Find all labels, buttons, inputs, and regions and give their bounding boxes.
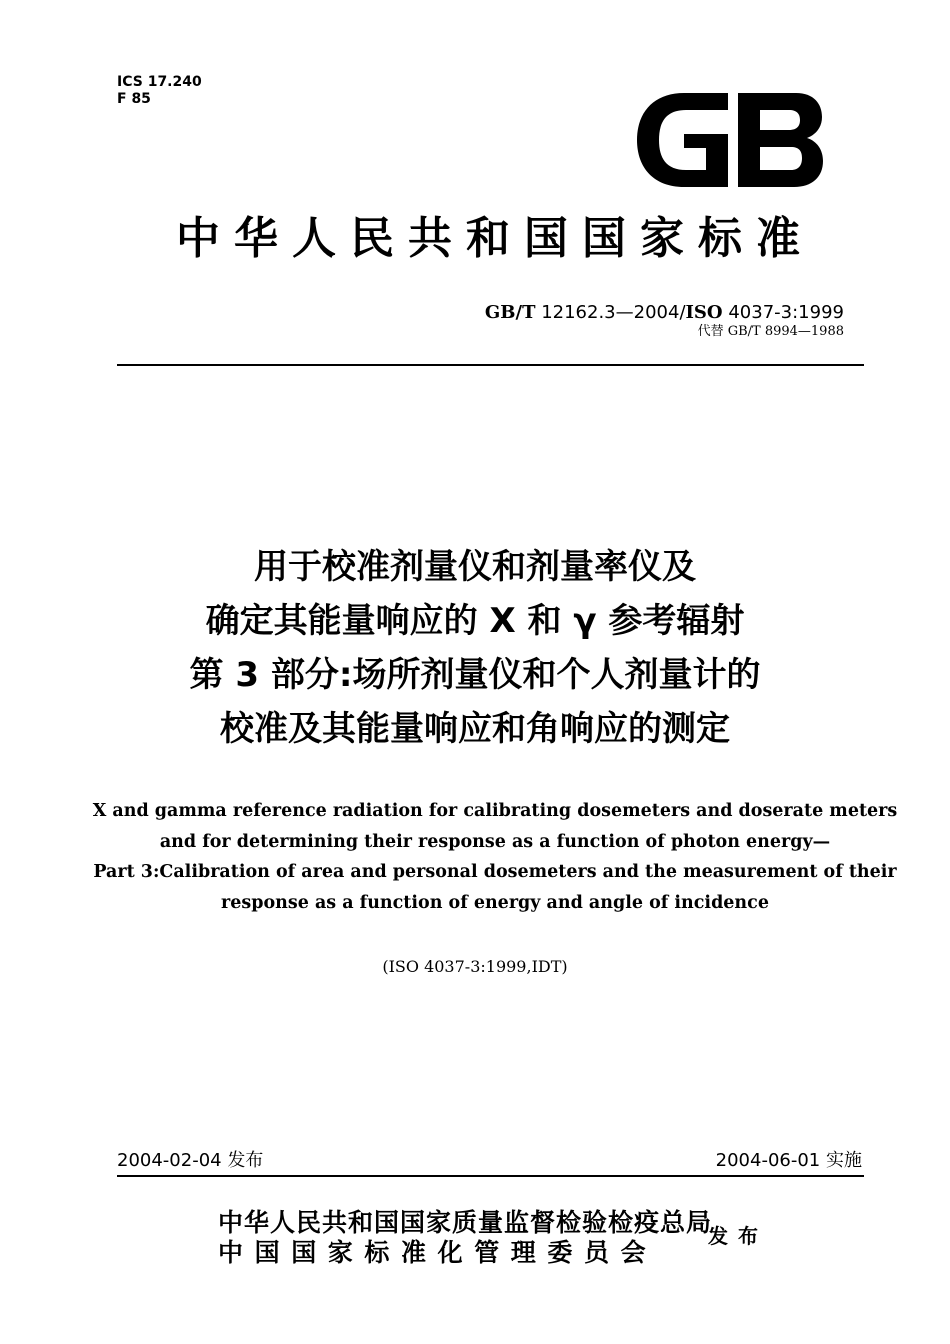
standard-number-mid: 12162.3—2004/	[541, 302, 686, 323]
standard-iso: ISO	[685, 302, 723, 323]
english-title-line-4: response as a function of energy and angle of incidence	[221, 892, 769, 913]
classification-codes	[117, 74, 202, 108]
national-standard-title: 中华人民共和国国家标准	[176, 213, 814, 264]
ics-code: ICS 17.240	[117, 74, 202, 90]
chinese-title	[60, 540, 890, 756]
bottom-divider	[117, 1175, 864, 1177]
publish-label: 发布	[708, 1224, 768, 1248]
english-title-line-2: and for determining their response as a function of photon energy—	[159, 831, 831, 852]
english-title	[80, 796, 910, 918]
issuer-sac: 中国国家标准化管理委员会	[218, 1238, 658, 1267]
chinese-title-line-1: 用于校准剂量仪和剂量率仪及	[254, 547, 696, 587]
issuer-aqsiq: 中华人民共和国国家质量监督检验检疫总局	[218, 1208, 713, 1237]
gb-logo	[634, 90, 824, 190]
chinese-title-line-2: 确定其能量响应的 X 和 γ 参考辐射	[205, 601, 745, 641]
standard-number	[485, 302, 844, 324]
implementation-date: 2004-06-01 实施	[715, 1150, 862, 1171]
english-title-line-3: Part 3:Calibration of area and personal dosemeters and the measurement of their	[93, 862, 897, 882]
chinese-title-line-3: 第 3 部分:场所剂量仪和个人剂量计的	[189, 655, 761, 695]
iso-reference: (ISO 4037-3:1999,IDT)	[382, 957, 568, 976]
issue-date: 2004-02-04 发布	[117, 1150, 264, 1171]
replaces-standard: 代替 GB/T 8994—1988	[697, 324, 844, 339]
standard-number-suffix: 4037-3:1999	[728, 302, 844, 323]
top-divider	[117, 364, 864, 366]
ccs-code: F 85	[117, 91, 151, 107]
standard-prefix: GB/T	[484, 302, 536, 323]
chinese-title-line-4: 校准及其能量响应和角响应的测定	[220, 709, 730, 749]
english-title-line-1: X and gamma reference radiation for calibrating dosemeters and doserate meters	[92, 801, 898, 821]
